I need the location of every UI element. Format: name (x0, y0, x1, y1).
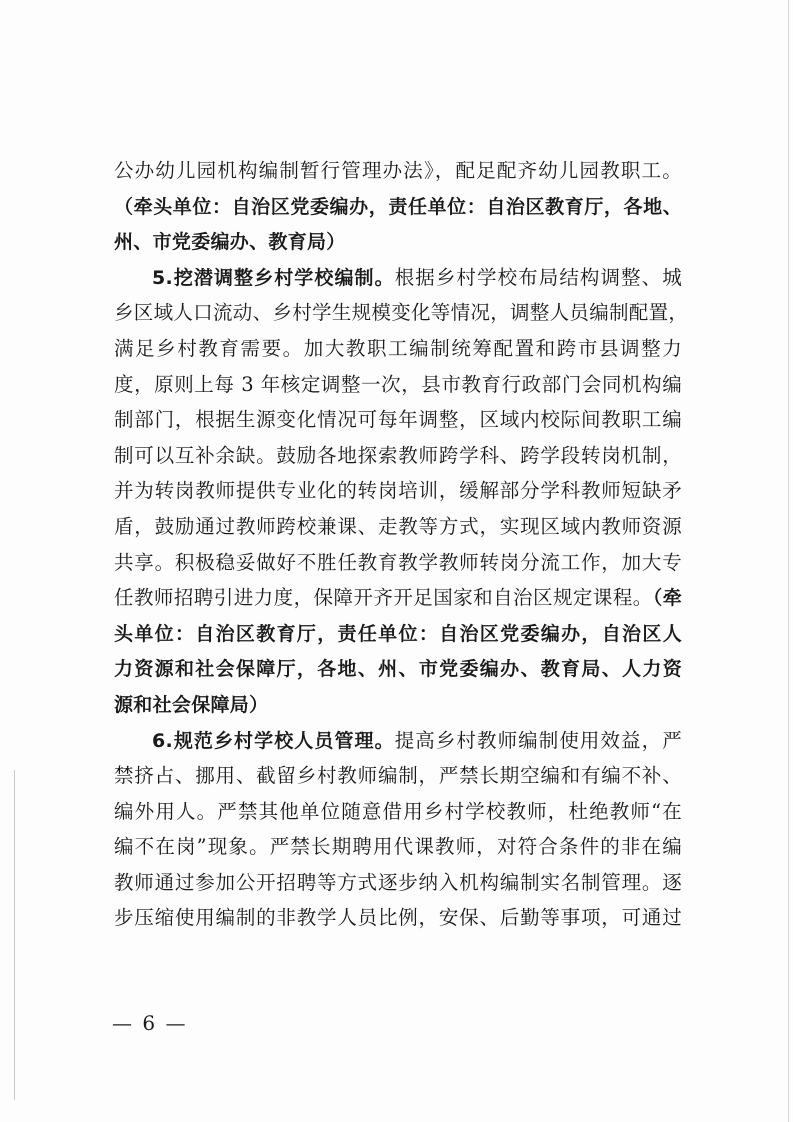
text-line (114, 616, 682, 652)
text-segment: 盾，鼓励通过教师跨校兼课、走教等方式，实现区域内教师资源 (114, 514, 682, 538)
text-segment: 根据乡村学校布局结构调整、城 (394, 265, 683, 289)
text-segment: 度，原则上每 3 年核定调整一次，县市教育行政部门会同机构编 (114, 372, 682, 396)
text-segment: 提高乡村教师编制使用效益，严 (394, 728, 683, 752)
text-line (114, 331, 682, 367)
text-line (114, 295, 689, 331)
text-line (114, 153, 682, 189)
bold-text-segment: （牵 (652, 587, 682, 610)
text-line (114, 794, 682, 830)
text-line (114, 758, 682, 794)
scan-edge-left (14, 770, 15, 1100)
text-line (114, 545, 682, 581)
page-number: — 6 — (112, 1011, 188, 1035)
text-line (114, 260, 682, 296)
text-segment: 公办幼儿园机构编制暂行管理办法》，配足配齐幼儿园教职工。 (114, 159, 682, 182)
text-line (114, 900, 682, 936)
text-line (114, 829, 682, 865)
text-line (114, 509, 682, 545)
bold-text-segment: 州、市党委编办、教育局） (114, 231, 346, 254)
text-segment: 并为转岗教师提供专业化的转岗培训，缓解部分学科教师短缺矛 (114, 479, 682, 503)
text-segment: 乡区域人口流动、乡村学生规模变化等情况，调整人员编制配置， (114, 301, 689, 325)
text-segment: 步压缩使用编制的非教学人员比例，安保、后勤等事项，可通过 (114, 906, 682, 930)
text-line (114, 224, 682, 260)
bold-text-segment: 6.规范乡村学校人员管理。 (152, 729, 395, 752)
bold-text-segment: 源和社会保障局） (114, 693, 269, 716)
text-line (114, 651, 682, 687)
text-line (114, 580, 682, 616)
bold-text-segment: 5.挖潜调整乡村学校编制。 (152, 266, 395, 289)
text-segment: 编外用人。严禁其他单位随意借用乡村学校教师，杜绝教师“在 (114, 799, 682, 823)
text-segment: 满足乡村教育需要。加大教职工编制统筹配置和跨市县调整力 (114, 336, 682, 360)
scan-edge-right (788, 0, 789, 1122)
text-line (114, 865, 682, 901)
text-line (114, 367, 682, 403)
bold-text-segment: 力资源和社会保障厅，各地、州、市党委编办、教育局、人力资 (114, 658, 682, 681)
text-segment: 共享。积极稳妥做好不胜任教育教学教师转岗分流工作，加大专 (114, 550, 682, 574)
text-line (114, 438, 682, 474)
text-line (114, 189, 682, 225)
bold-text-segment: 头单位：自治区教育厅，责任单位：自治区党委编办，自治区人 (114, 622, 682, 645)
text-segment: 禁挤占、挪用、截留乡村教师编制，严禁长期空编和有编不补、 (114, 764, 682, 788)
text-segment: 编不在岗”现象。严禁长期聘用代课教师，对符合条件的非在编 (114, 835, 682, 859)
bold-text-segment: （牵头单位：自治区党委编办，责任单位：自治区教育厅，各地、 (114, 195, 682, 218)
text-line (114, 473, 682, 509)
text-segment: 任教师招聘引进力度，保障开齐开足国家和自治区规定课程。 (114, 586, 653, 610)
text-line (114, 687, 682, 723)
body-text (114, 153, 689, 936)
text-segment: 教师通过参加公开招聘等方式逐步纳入机构编制实名制管理。逐 (114, 870, 682, 894)
text-segment: 制部门，根据生源变化情况可每年调整，区域内校际间教职工编 (114, 408, 682, 432)
text-segment: 制可以互补余缺。鼓励各地探索教师跨学科、跨学段转岗机制， (114, 443, 682, 467)
text-line (114, 723, 682, 759)
text-line (114, 402, 682, 438)
